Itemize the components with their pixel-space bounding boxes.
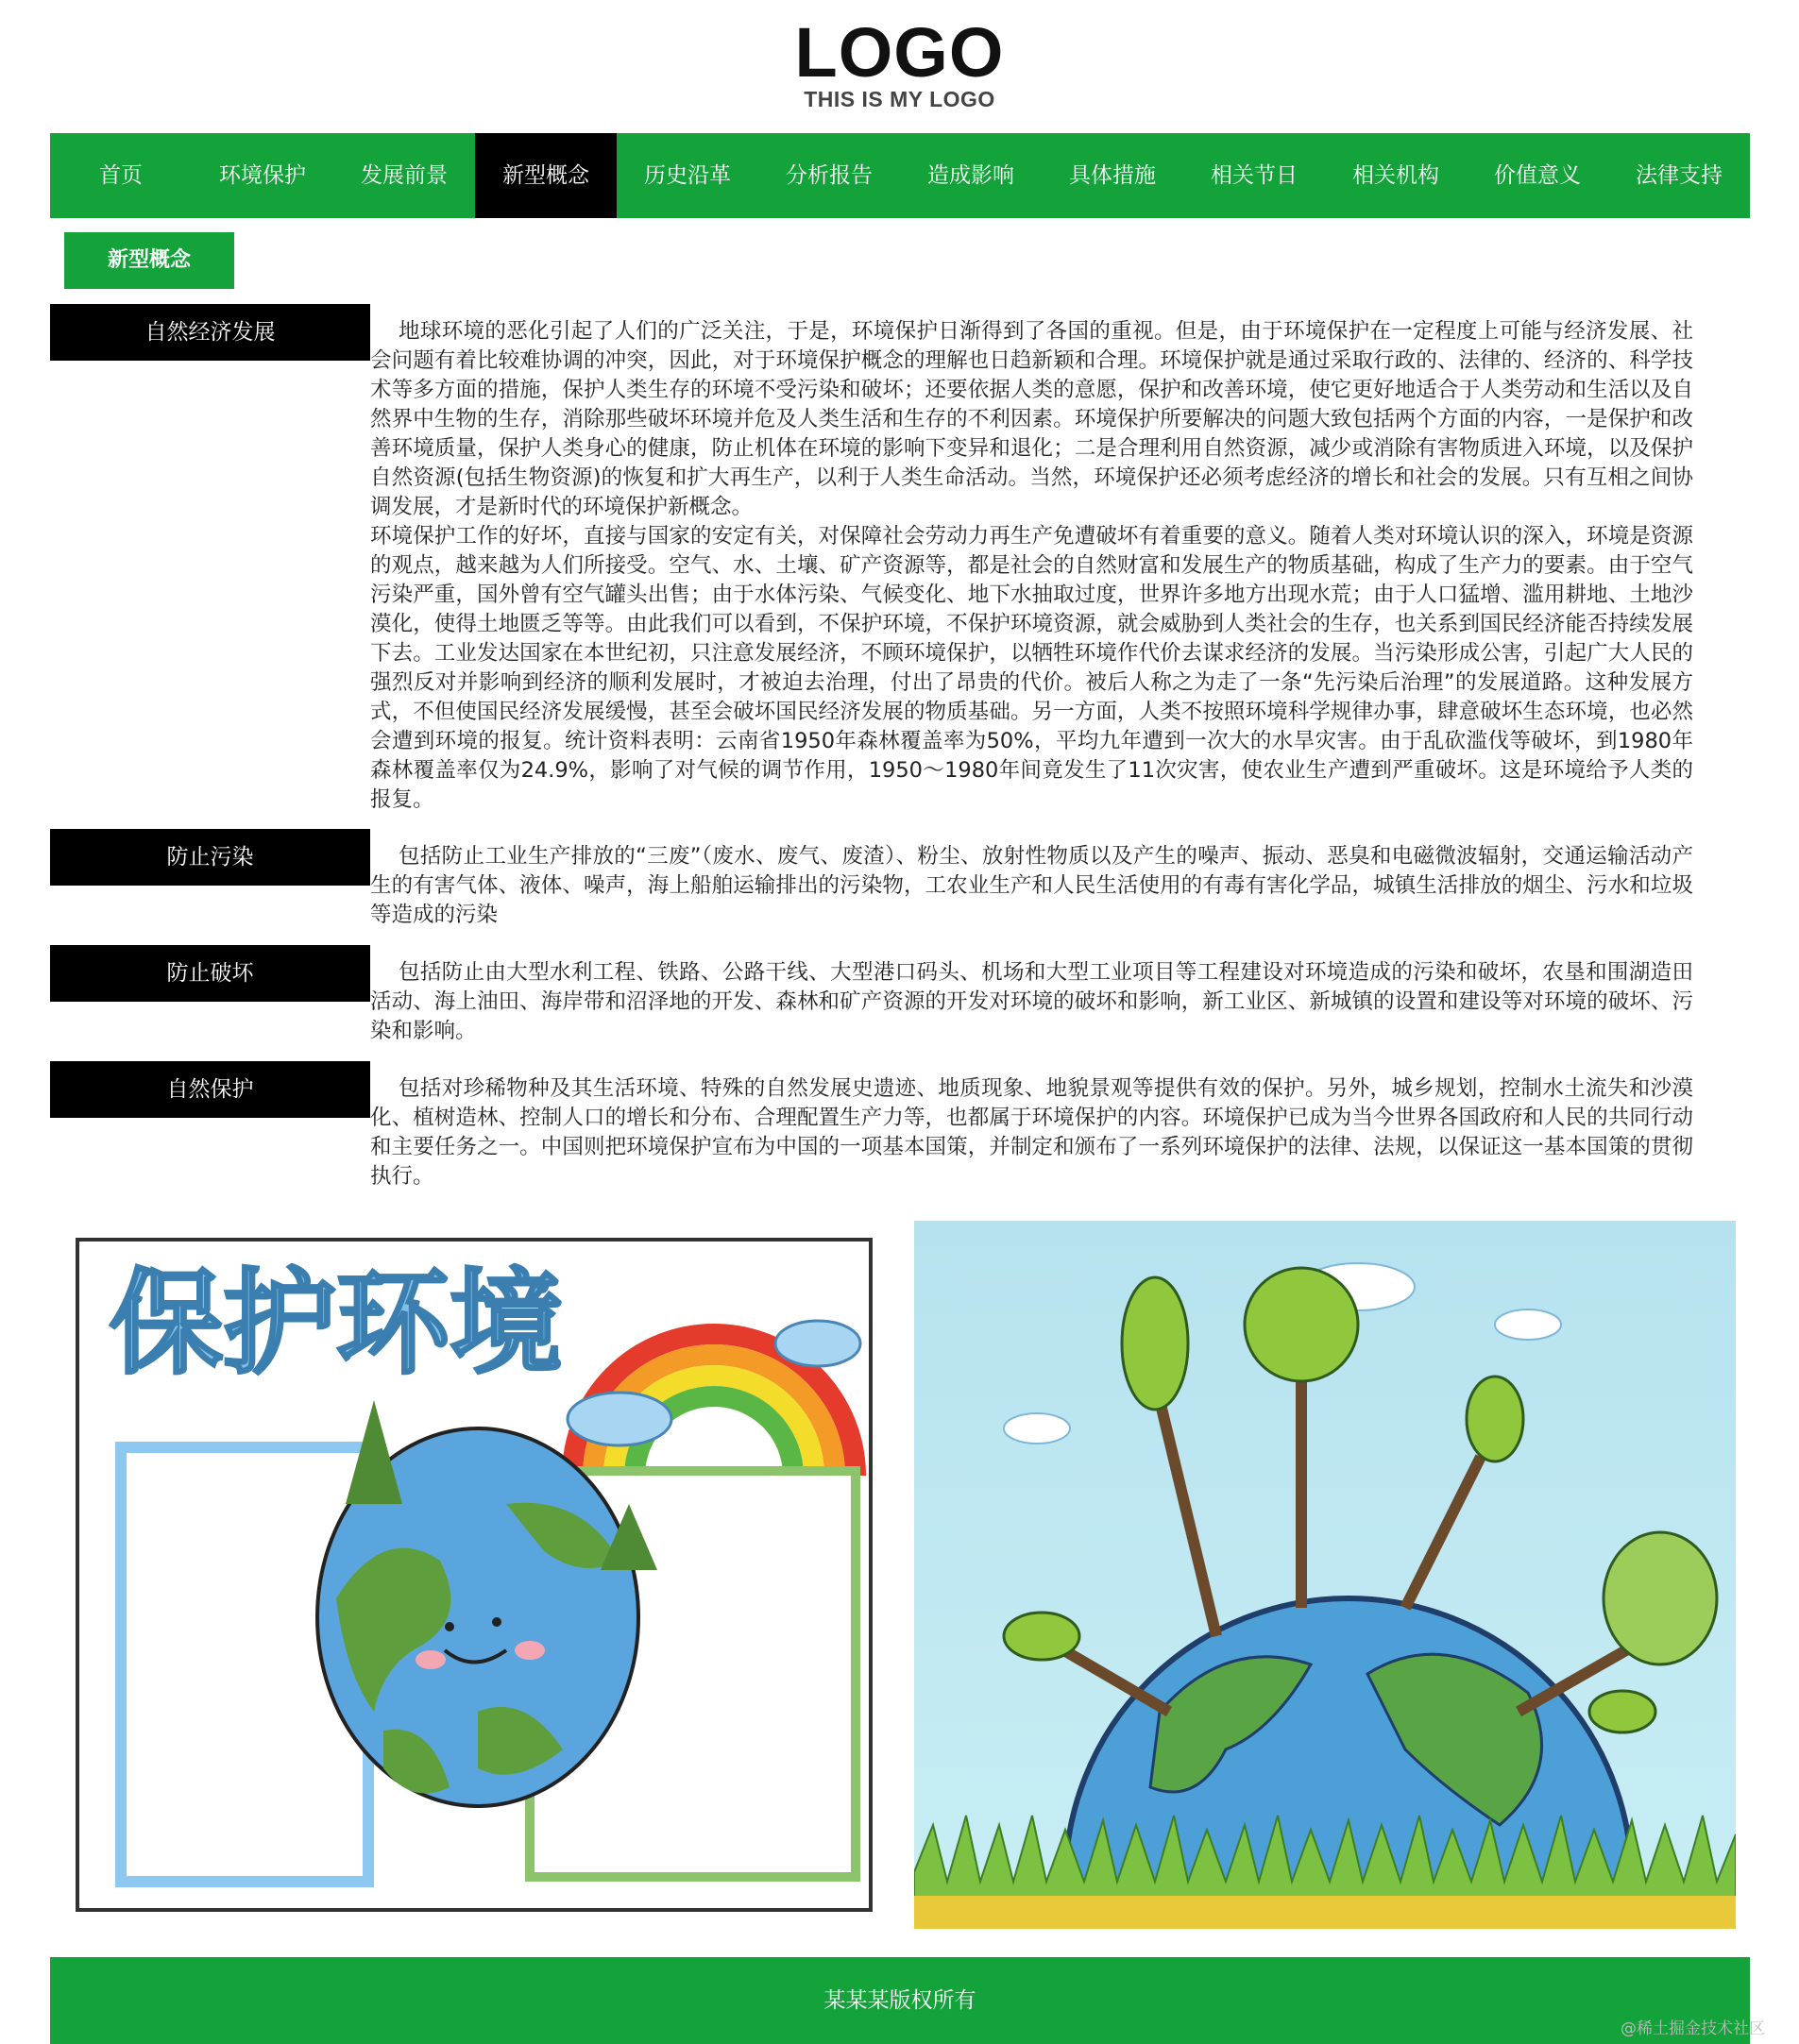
page-category-button[interactable]: 新型概念 xyxy=(64,232,234,289)
logo-title: LOGO xyxy=(794,13,1005,92)
paragraph: 包括对珍稀物种及其生活环境、特殊的自然发展史遗迹、地质现象、地貌景观等提供有效的保护。另外，城乡规划，控制水土流失和沙漠化、植树造林、控制人口的增长和分布、合理配置生产力等，也都属于环境保护的内容。环境保护已成为当今世界各国政府和人民的共同行动和主要任务之一。中国则把环境保护宣布为中国的一项基本国策，并制定和颁布了一系列环境保护的法律、法规，以保证这一基本国策的贯彻执行。 xyxy=(370,1076,1693,1189)
section-label: 自然经济发展 xyxy=(50,304,370,361)
nav-item-10[interactable]: 价值意义 xyxy=(1494,163,1581,188)
poster-title: 保护环境 xyxy=(110,1258,563,1390)
paragraph: 包括防止工业生产排放的“三废”（废水、废气、废渣）、粉尘、放射性物质以及产生的噪声、振动、恶臭和电磁微波辐射，交通运输活动产生的有害气体、液体、噪声，海上船舶运输排出的污染物，工农业生产和人民生活使用的有毒有害化学品，城镇生活排放的烟尘、污水和垃圾等造成的污染 xyxy=(370,844,1693,927)
nav-item-2[interactable]: 发展前景 xyxy=(361,163,448,188)
watermark: @稀土掘金技术社区 xyxy=(1621,2019,1765,2038)
section-natural-economy xyxy=(50,304,1693,815)
earth-trees-image xyxy=(914,1221,1736,1929)
section-text xyxy=(370,1061,1693,1191)
section-nature-protection xyxy=(50,1061,1693,1191)
nav-item-11[interactable]: 法律支持 xyxy=(1636,163,1723,188)
paragraph: 环境保护工作的好坏，直接与国家的安定有关，对保障社会劳动力再生产免遭破坏有着重要的意义。随着人类对环境认识的深入，环境是资源的观点，越来越为人们所接受。空气、水、土壤、矿产资源等，都是社会的自然财富和发展生产的物质基础，构成了生产力的要素。由于空气污染严重，国外曾有空气罐头出售；由于水体污染、气候变化、地下水抽取过度，世界许多地方出现水荒；由于人口猛增、滥用耕地、土地沙漠化，使得土地匮乏等等。由此我们可以看到，不保护环境，不保护环境资源，就会威胁到人类社会的生存，也关系到国民经济能否持续发展下去。工业发达国家在本世纪初，只注意发展经济，不顾环境保护，以牺牲环境作代价去谋求经济的发展。当污染形成公害，引起广大人民的强烈反对并影响到经济的顺利发展时，才被迫去治理，付出了昂贵的代价。被后人称之为走了一条“先污染后治理”的发展道路。这种发展方式，不但使国民经济发展缓慢，甚至会破坏国民经济发展的物质基础。另一方面，人类不按照环境科学规律办事，肆意破坏生态环境，也必然会遭到环境的报复。统计资料表明：云南省1950年森林覆盖率为50%，平均九年遭到一次大的水旱灾害。由于乱砍滥伐等破坏，到1980年森林覆盖率仅为24.9%，影响了对气候的调节作用，1950～1980年间竟发生了11次灾害，使农业生产遭到严重破坏。这是环境给予人类的报复。 xyxy=(370,524,1693,812)
nav-item-3[interactable]: 新型概念 xyxy=(475,133,617,218)
section-prevent-damage xyxy=(50,945,1693,1046)
section-prevent-pollution xyxy=(50,829,1693,930)
section-text xyxy=(370,829,1693,930)
paragraph: 地球环境的恶化引起了人们的广泛关注，于是，环境保护日渐得到了各国的重视。但是，由于环境保护在一定程度上可能与经济发展、社会问题有着比较难协调的冲突，因此，对于环境保护概念的理解也日趋新颖和合理。环境保护就是通过采取行政的、法律的、经济的、科学技术等多方面的措施，保护人类生存的环境不受污染和破坏；还要依据人类的意愿，保护和改善环境，使它更好地适合于人类劳动和生活以及自然界中生物的生存，消除那些破坏环境并危及人类生活和生存的不利因素。环境保护所要解决的问题大致包括两个方面的内容，一是保护和改善环境质量，保护人类身心的健康，防止机体在环境的影响下变异和退化；二是合理利用自然资源，减少或消除有害物质进入环境，以及保护自然资源(包括生物资源)的恢复和扩大再生产，以利于人类生命活动。当然，环境保护还必须考虑经济的增长和社会的发展。只有互相之间协调发展，才是新时代的环境保护新概念。 xyxy=(370,319,1693,519)
section-label: 防止破坏 xyxy=(50,945,370,1002)
paragraph: 包括防止由大型水利工程、铁路、公路干线、大型港口码头、机场和大型工业项目等工程建设对环境造成的污染和破坏，农垦和围湖造田活动、海上油田、海岸带和沼泽地的开发、森林和矿产资源的开发对环境的破坏和影响，新工业区、新城镇的设置和建设等对环境的破坏、污染和影响。 xyxy=(370,960,1693,1043)
nav-item-1[interactable]: 环境保护 xyxy=(219,163,306,188)
section-label: 防止污染 xyxy=(50,829,370,886)
section-text xyxy=(370,945,1693,1046)
logo-subtitle: THIS IS MY LOGO xyxy=(804,87,995,111)
nav-item-6[interactable]: 造成影响 xyxy=(927,163,1014,188)
nav-item-0[interactable]: 首页 xyxy=(99,163,143,188)
main-nav xyxy=(50,133,1750,218)
logo xyxy=(0,13,1799,112)
section-label: 自然保护 xyxy=(50,1061,370,1118)
nav-item-8[interactable]: 相关节日 xyxy=(1211,163,1298,188)
section-text xyxy=(370,304,1693,815)
nav-item-4[interactable]: 历史沿革 xyxy=(644,163,731,188)
footer-copyright: 某某某版权所有 xyxy=(50,1957,1750,2044)
nav-item-7[interactable]: 具体措施 xyxy=(1069,163,1156,188)
poster-image xyxy=(72,1221,874,1929)
nav-item-5[interactable]: 分析报告 xyxy=(786,163,873,188)
nav-item-9[interactable]: 相关机构 xyxy=(1352,163,1439,188)
